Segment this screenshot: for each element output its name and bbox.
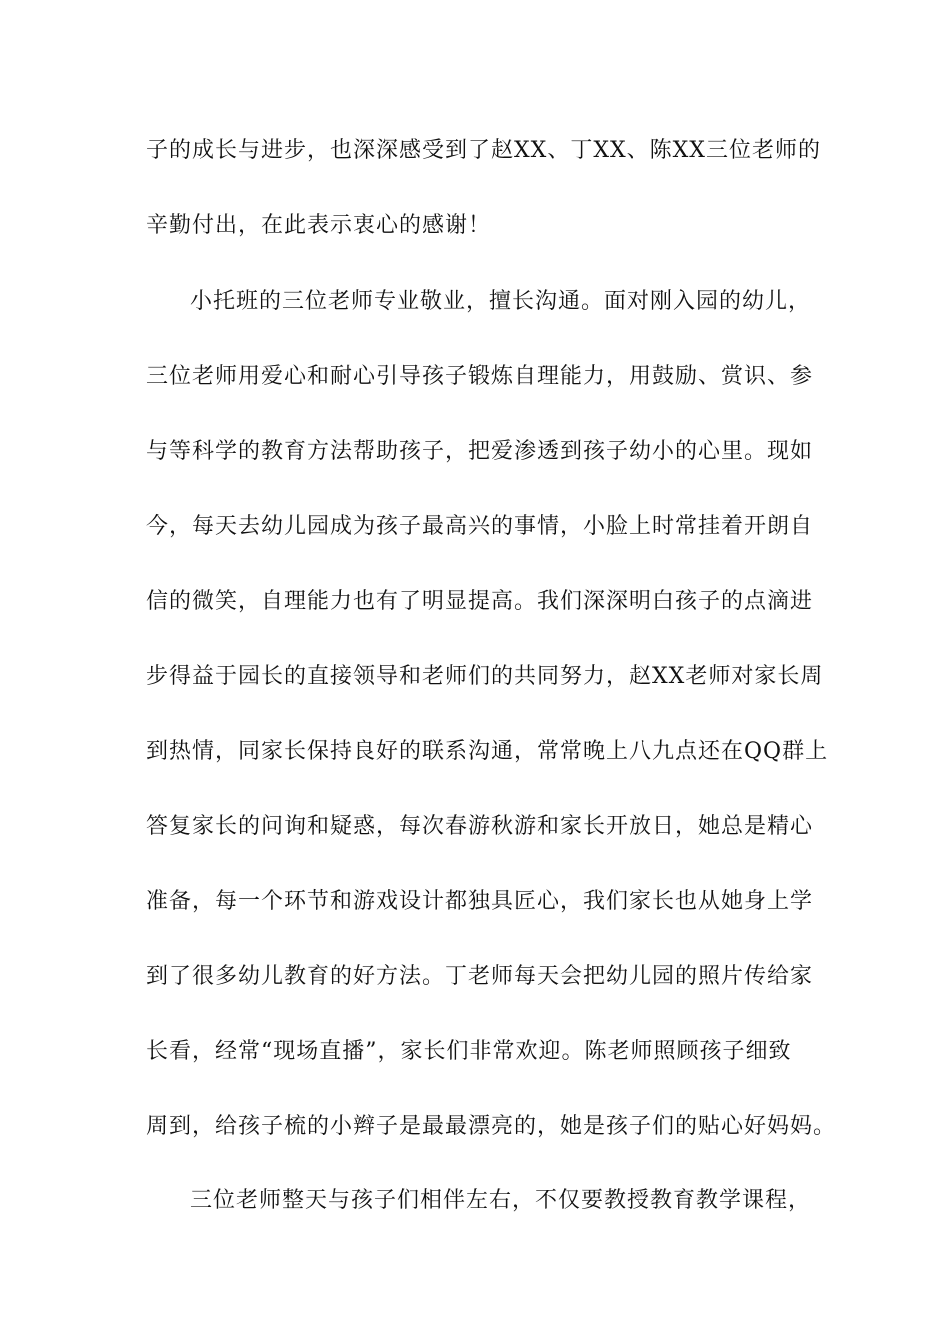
text-line: 三位老师用爱心和耐心引导孩子锻炼自理能力，用鼓励、赏识、参 xyxy=(146,364,814,389)
text-line: 辛勤付出，在此表示衷心的感谢！ xyxy=(146,213,492,238)
text-line: 今，每天去幼儿园成为孩子最高兴的事情，小脸上时常挂着开朗自 xyxy=(146,514,814,539)
text-line: 到了很多幼儿教育的好方法。丁老师每天会把幼儿园的照片传给家 xyxy=(146,964,814,989)
text-line: 周到，给孩子梳的小辫子是最最漂亮的，她是孩子们的贴心好妈妈。 xyxy=(146,1114,837,1139)
text-line: 答复家长的问询和疑惑，每次春游秋游和家长开放日，她总是精心 xyxy=(146,814,814,839)
text-line: 子的成长与进步，也深深感受到了赵XX、丁XX、陈XX三位老师的 xyxy=(146,138,821,163)
text-line: 与等科学的教育方法帮助孩子，把爱渗透到孩子幼小的心里。现如 xyxy=(146,439,814,464)
text-line: 信的微笑，自理能力也有了明显提高。我们深深明白孩子的点滴进 xyxy=(146,589,814,614)
paragraph-start-line: 三位老师整天与孩子们相伴左右，不仅要教授教育教学课程， xyxy=(190,1188,812,1213)
paragraph-start-line: 小托班的三位老师专业敬业，擅长沟通。面对刚入园的幼儿， xyxy=(190,289,812,314)
text-line: 到热情，同家长保持良好的联系沟通，常常晚上八九点还在QQ群上 xyxy=(146,739,829,764)
text-line: 长看，经常“现场直播”，家长们非常欢迎。陈老师照顾孩子细致 xyxy=(146,1039,792,1064)
text-line: 准备，每一个环节和游戏设计都独具匠心，我们家长也从她身上学 xyxy=(146,889,814,914)
text-line: 步得益于园长的直接领导和老师们的共同努力，赵XX老师对家长周 xyxy=(146,664,824,689)
